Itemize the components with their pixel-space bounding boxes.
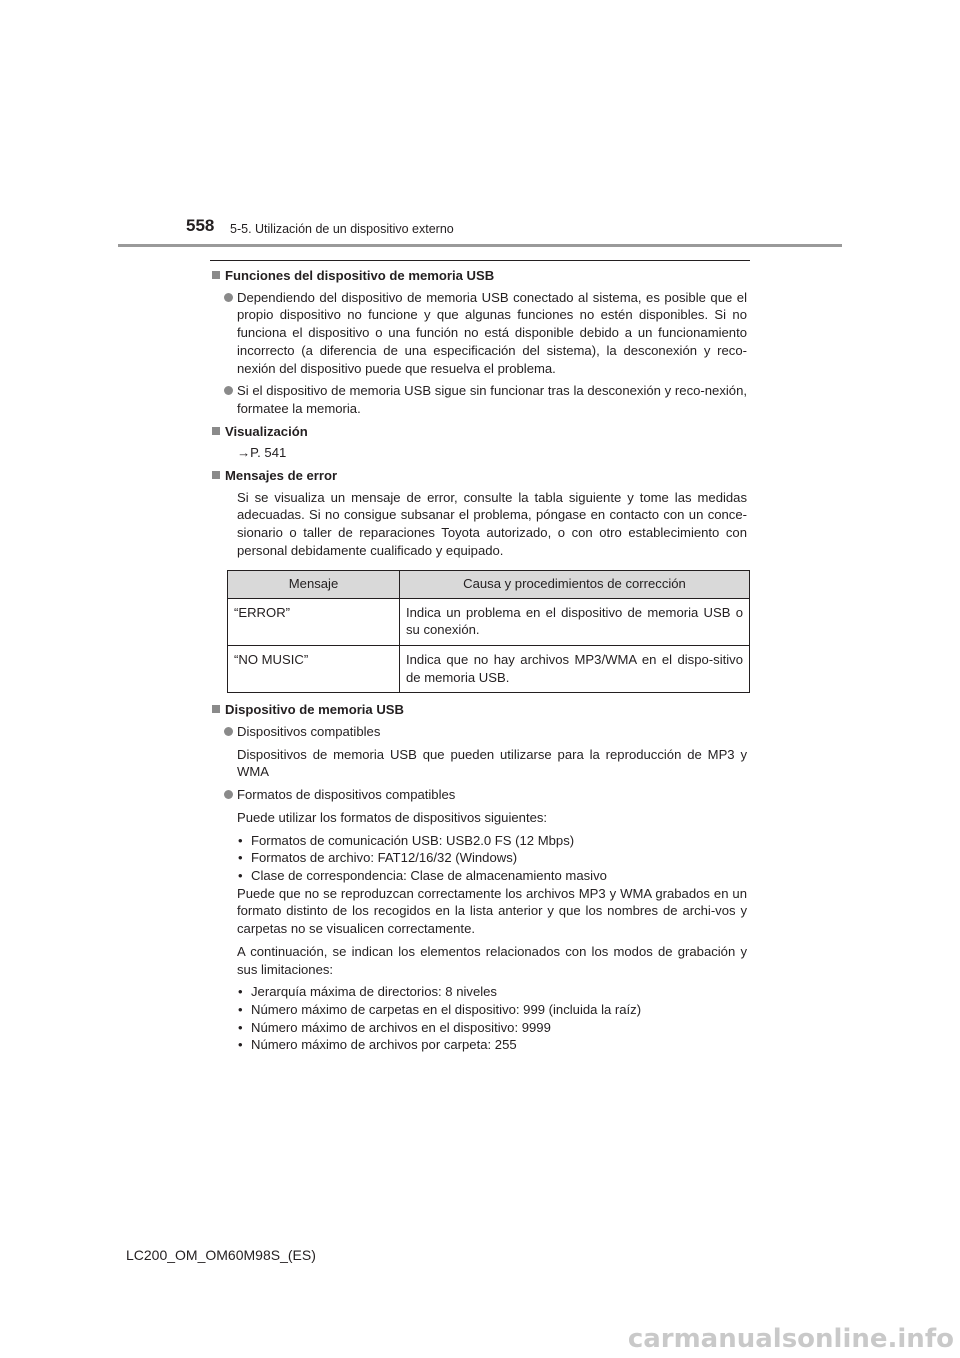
table-header-cell: Mensaje	[228, 570, 400, 598]
list-item: • Número máximo de carpetas en el dispositivo: 999 (incluida la raíz)	[237, 1001, 747, 1019]
square-bullet-icon	[212, 471, 220, 479]
table-row	[228, 645, 750, 692]
formats-list	[211, 832, 747, 938]
circle-bullet-icon	[224, 293, 233, 302]
table-cell: Indica que no hay archivos MP3/WMA en el dispo-sitivo de memoria USB.	[400, 645, 750, 692]
table-row	[228, 598, 750, 645]
heading-text: Dispositivo de memoria USB	[225, 702, 404, 718]
bullet-text: Formatos de dispositivos compatibles	[237, 787, 456, 803]
square-bullet-icon	[212, 427, 220, 435]
table-cell: “NO MUSIC”	[228, 645, 400, 692]
page-content	[211, 267, 747, 1054]
bullet-item	[211, 382, 747, 417]
bullet-item	[211, 289, 747, 378]
error-message-table	[227, 570, 750, 694]
table-header-row	[228, 570, 750, 598]
content-rule	[210, 260, 750, 261]
square-bullet-icon	[212, 271, 220, 279]
heading-text: Visualización	[225, 423, 308, 439]
heading-dispositivo	[211, 701, 747, 719]
document-code: LC200_OM_OM60M98S_(ES)	[126, 1247, 316, 1263]
watermark-text: carmanualsonline.info	[627, 1324, 954, 1354]
limits-list	[211, 983, 747, 1054]
table-cell: “ERROR”	[228, 598, 400, 645]
circle-bullet-icon	[224, 727, 233, 736]
paragraph: A continuación, se indican los elementos relacionados con los modos de grabación y sus limitaciones:	[237, 943, 747, 977]
paragraph: Dispositivos de memoria USB que pueden utilizarse para la reproducción de MP3 y WMA	[237, 746, 747, 780]
page-number: 558	[186, 216, 215, 235]
bullet-item	[211, 786, 747, 804]
circle-bullet-icon	[224, 386, 233, 395]
page-reference: →P. 541	[237, 445, 287, 461]
list-item: • Número máximo de archivos por carpeta: 255	[237, 1036, 747, 1054]
list-item: • Jerarquía máxima de directorios: 8 niveles	[237, 983, 747, 1001]
heading-visualizacion	[211, 423, 747, 441]
list-item: • Clase de correspondencia: Clase de almacenamiento masivo	[237, 867, 747, 885]
heading-text: Funciones del dispositivo de memoria USB	[225, 268, 495, 283]
bullet-text: Si el dispositivo de memoria USB sigue sin funcionar tras la desconexión y reco-nexión, formatee la memoria.	[237, 383, 747, 416]
header-rule	[118, 244, 842, 247]
list-item: • Formatos de comunicación USB: USB2.0 FS (12 Mbps)	[237, 832, 747, 850]
formats-note: Puede que no se reproduzcan correctamente los archivos MP3 y WMA grabados en un formato distinto de los recogidos en la lista anterior y que los nombres de archi-vos y carpetas no se visualicen correctamente.	[237, 885, 747, 937]
circle-bullet-icon	[224, 790, 233, 799]
section-header: 5-5. Utilización de un dispositivo externo	[230, 222, 454, 236]
heading-funciones	[211, 267, 747, 285]
mensajes-paragraph: Si se visualiza un mensaje de error, consulte la tabla siguiente y tome las medidas adecuadas. Si no consigue subsanar el problema, póngase en contacto con un conce-sionario o taller de reparaciones Toyota autorizado, o con otro establecimiento con personal debidamente cualificado y equipado.	[237, 489, 747, 558]
table-header-cell: Causa y procedimientos de corrección	[400, 570, 750, 598]
bullet-item	[211, 723, 747, 741]
paragraph: Puede utilizar los formatos de dispositivos siguientes:	[237, 809, 548, 825]
bullet-text: Dependiendo del dispositivo de memoria USB conectado al sistema, es posible que el propio dispositivo no funcione y que algunas funciones no estén disponibles. Si no funciona el dispositivo o una función no está disponible debido a un funcionamiento incorrecto (a diferencia de una especificación del sistema), la desconexión y reco-nexión del dispositivo puede que resuelva el problema.	[237, 289, 747, 376]
bullet-text: Dispositivos compatibles	[237, 724, 381, 740]
heading-text: Mensajes de error	[225, 468, 338, 484]
square-bullet-icon	[212, 705, 220, 713]
heading-mensajes	[211, 467, 747, 485]
list-item: • Número máximo de archivos en el dispositivo: 9999	[237, 1019, 747, 1037]
list-item: • Formatos de archivo: FAT12/16/32 (Windows)	[237, 849, 747, 867]
table-cell: Indica un problema en el dispositivo de memoria USB o su conexión.	[400, 598, 750, 645]
